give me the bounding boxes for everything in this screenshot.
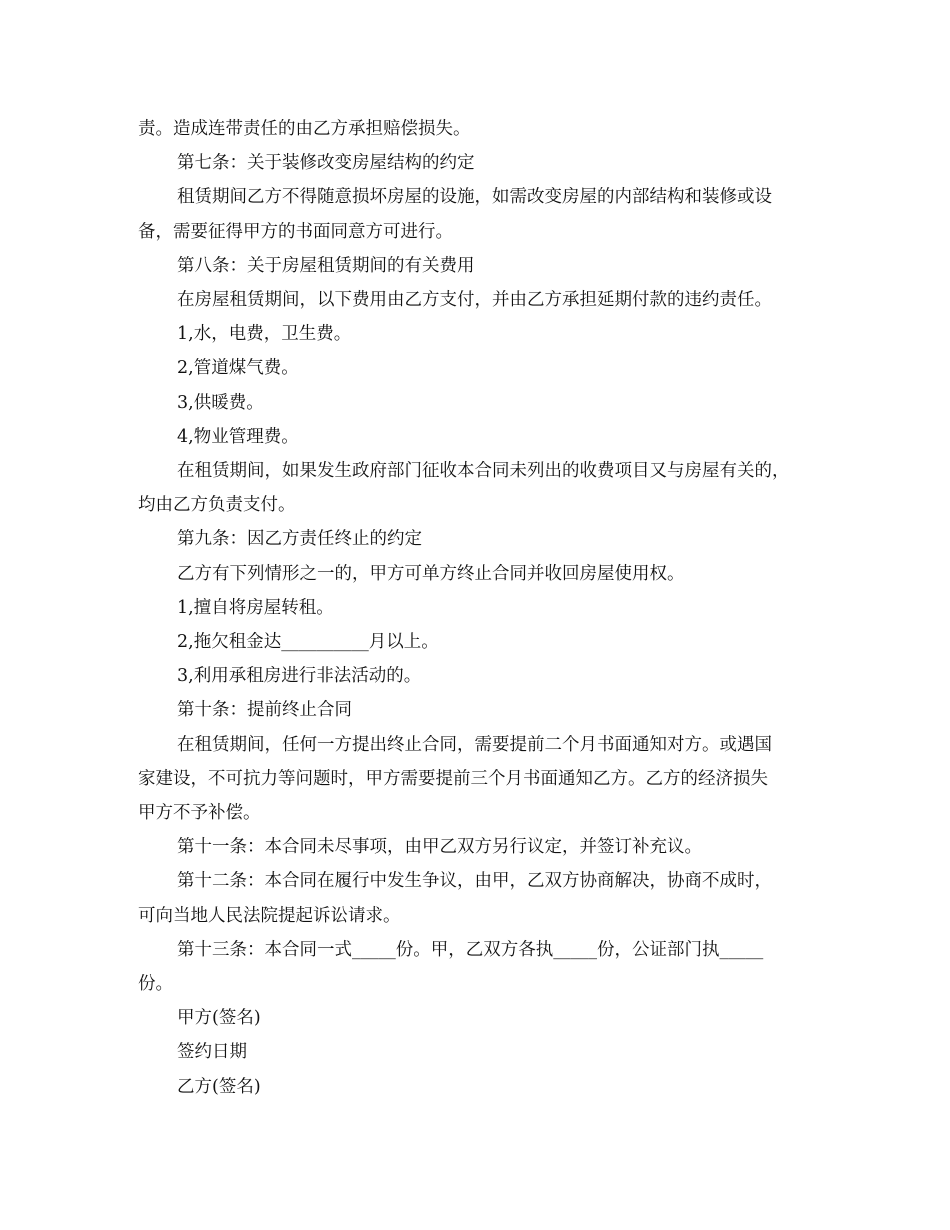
article-13-line-1: 第十三条：本合同一式_____份。甲，乙双方各执_____份，公证部门执_____ [177,939,764,960]
article-13-line-2: 份。 [138,974,173,995]
article-7-text-line-1: 租赁期间乙方不得随意损坏房屋的设施，如需改变房屋的内部结构和装修或设 [177,187,772,208]
termination-item-1: 1,擅自将房屋转租。 [177,597,334,618]
paragraph-liability-end: 责。造成连带责任的由乙方承担赔偿损失。 [138,119,471,139]
termination-item-3: 3,利用承租房进行非法活动的。 [177,666,422,687]
article-7-text-line-2: 备，需要征得甲方的书面同意方可进行。 [138,221,453,242]
fee-item-3: 3,供暖费。 [177,392,264,413]
article-10-text-line-2: 家建设，不可抗力等问题时，甲方需要提前三个月书面通知乙方。乙方的经济损失 [138,768,768,789]
article-7-heading: 第七条：关于装修改变房屋结构的约定 [177,153,475,174]
fee-item-2: 2,管道煤气费。 [177,358,299,379]
party-b-signature: 乙方(签名) [177,1076,261,1097]
article-10-text-line-1: 在租赁期间，任何一方提出终止合同，需要提前二个月书面通知对方。或遇国 [177,734,772,755]
contract-body [138,112,828,1104]
article-9-heading: 第九条：因乙方责任终止的约定 [177,529,422,550]
article-11: 第十一条：本合同未尽事项，由甲乙双方另行议定，并签订补充议。 [177,837,702,858]
fee-item-1: 1,水，电费，卫生费。 [177,324,352,345]
article-10-text-line-3: 甲方不予补偿。 [138,803,261,824]
article-9-text: 乙方有下列情形之一的，甲方可单方终止合同并收回房屋使用权。 [177,563,685,584]
article-12-line-1: 第十二条：本合同在履行中发生争议，由甲，乙双方协商解决，协商不成时， [177,871,772,892]
fee-item-4: 4,物业管理费。 [177,426,299,447]
termination-item-2: 2,拖欠租金达__________月以上。 [177,632,439,653]
party-a-signature: 甲方(签名) [177,1008,261,1029]
fee-extra-line-1: 在租赁期间，如果发生政府部门征收本合同未列出的收费项目又与房屋有关的， [177,461,790,482]
article-10-heading: 第十条：提前终止合同 [177,700,352,721]
article-8-text: 在房屋租赁期间，以下费用由乙方支付，并由乙方承担延期付款的违约责任。 [177,290,772,311]
article-12-line-2: 可向当地人民法院提起诉讼请求。 [138,905,401,926]
signing-date: 签约日期 [177,1042,247,1063]
article-8-heading: 第八条：关于房屋租赁期间的有关费用 [177,255,475,276]
fee-extra-line-2: 均由乙方负责支付。 [138,495,296,516]
